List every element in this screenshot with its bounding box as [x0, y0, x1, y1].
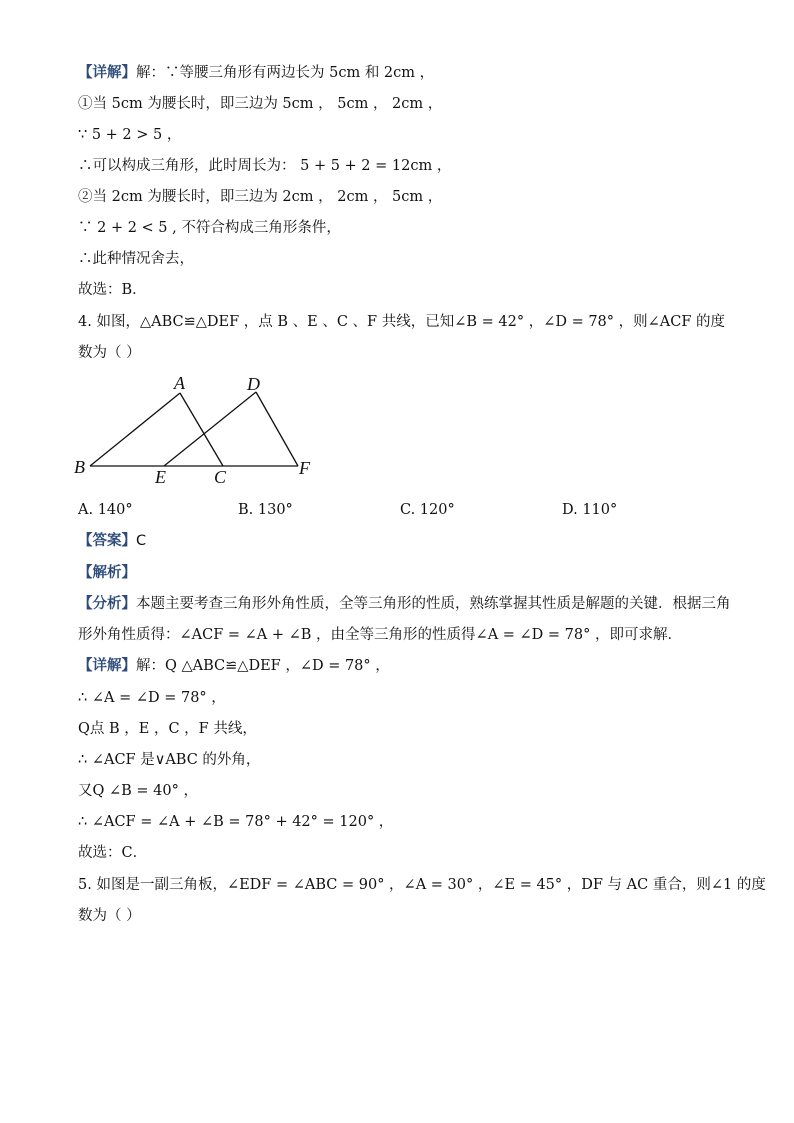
label-D: D [247, 374, 260, 394]
solution-line: 故选：B． [78, 282, 147, 298]
detail-line: Q点 B ，E ，C ，F 共线， [78, 721, 257, 737]
label-C: C [214, 467, 227, 487]
label-E: E [155, 467, 166, 487]
detail-line: ∴ ∠ACF = ∠A + ∠B = 78° + 42° = 120° ， [78, 814, 394, 830]
answer-tag: 【答案】 [78, 533, 136, 549]
detail-line: 又Q ∠B = 40° ， [78, 783, 198, 799]
detail-line: ∴ ∠A = ∠D = 78° ， [78, 690, 226, 706]
option-c: C. 120° [400, 502, 455, 518]
detail-tag: 【详解】 [78, 658, 136, 674]
fenxi-text: 本题主要考查三角形外角性质，全等三角形的性质，熟练掌握其性质是解题的关键．根据三角 [136, 596, 731, 612]
analysis-tag: 【解析】 [78, 565, 136, 581]
segment-AB [90, 393, 180, 466]
detail-line [78, 656, 390, 676]
solution-line: ∵ 5 + 2 > 5 ， [78, 127, 182, 143]
solution-line: ∴此种情况舍去， [78, 251, 194, 267]
fenxi-line [78, 594, 731, 614]
solution-line [78, 63, 434, 83]
detail-line: ∴ ∠ACF 是∨ABC 的外角， [78, 752, 261, 768]
fenxi-tag: 【分析】 [78, 596, 136, 612]
option-a: A. 140° [78, 502, 133, 518]
answer-value: C [136, 533, 147, 549]
option-d: D. 110° [562, 502, 618, 518]
detail-tag: 【详解】 [78, 65, 136, 81]
detail-text: 解：Q △ABC≌△DEF ，∠D = 78° ， [136, 658, 390, 674]
question-stem: 5. 如图是一副三角板，∠EDF = ∠ABC = 90° ，∠A = 30° ，∠E = 45° ，DF 与 AC 重合，则∠1 的度 [78, 877, 766, 893]
solution-line: ∴可以构成三角形，此时周长为： 5 + 5 + 2 = 12cm ， [78, 158, 452, 174]
segment-DE [164, 392, 256, 466]
solution-text: 解：∵等腰三角形有两边长为 5cm 和 2cm ， [136, 65, 435, 81]
solution-line: ②当 2cm 为腰长时，即三边为 2cm ， 2cm ， 5cm ， [78, 189, 443, 205]
label-B: B [74, 457, 85, 477]
label-F: F [299, 458, 310, 478]
question-stem: 数为（ ） [78, 908, 141, 924]
fenxi-line: 形外角性质得：∠ACF = ∠A + ∠B ，由全等三角形的性质得∠A = ∠D = 78° ，即可求解． [78, 627, 682, 643]
option-b: B. 130° [238, 502, 293, 518]
solution-line: ∵ 2 + 2 < 5 , 不符合构成三角形条件， [78, 220, 341, 236]
question-stem: 4. 如图，△ABC≌△DEF ，点 B 、E 、C 、F 共线，已知∠B = 42° ，∠D = 78° ，则∠ACF 的度 [78, 314, 726, 330]
solution-line: ①当 5cm 为腰长时，即三边为 5cm ， 5cm ， 2cm ， [78, 96, 443, 112]
analysis-line [78, 563, 136, 583]
answer-line [78, 531, 146, 551]
triangle-figure [70, 370, 330, 488]
detail-line: 故选：C． [78, 845, 148, 861]
label-A: A [174, 373, 185, 393]
question-stem: 数为（ ） [78, 345, 141, 361]
segment-DF [256, 392, 298, 466]
segment-AC [180, 393, 223, 466]
